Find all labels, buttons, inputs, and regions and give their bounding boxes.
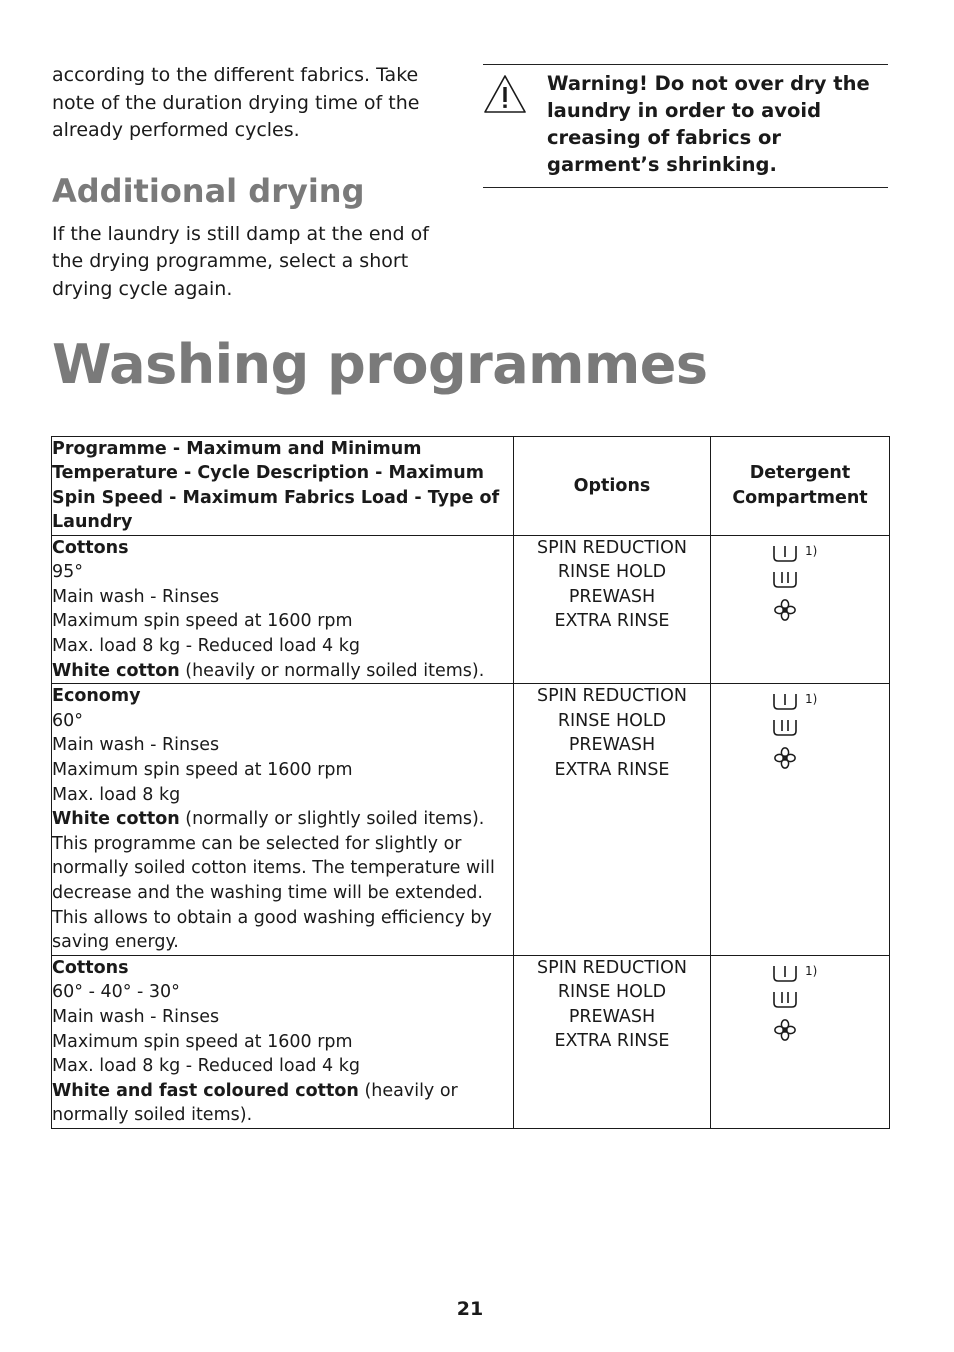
table-row xyxy=(52,684,890,956)
header-detergent-label: Detergent Compartment xyxy=(732,463,868,508)
table-row xyxy=(52,535,890,684)
programme-load: Max. load 8 kg - Reduced load 4 kg xyxy=(52,1056,360,1077)
prewash-compartment-icon xyxy=(774,546,796,561)
softener-compartment-icon xyxy=(775,1020,795,1040)
additional-drying-paragraph: If the laundry is still damp at the end of the drying programme, select a short drying cycle again. xyxy=(52,222,429,300)
option-item: PREWASH xyxy=(568,735,656,756)
page-number: 21 xyxy=(456,1298,484,1320)
header-options: Options xyxy=(514,437,711,536)
detergent-compartment xyxy=(711,955,890,1128)
programme-laundry-type xyxy=(52,659,513,684)
option-item: RINSE HOLD xyxy=(557,982,667,1003)
programme-load: Max. load 8 kg xyxy=(52,784,181,805)
softener-compartment-icon xyxy=(775,600,795,620)
programme-name: Cottons xyxy=(52,957,129,978)
footnote-marker: 1) xyxy=(805,963,818,978)
laundry-type-bold: White cotton xyxy=(52,809,180,830)
laundry-type-note: (heavily or normally soiled items). xyxy=(52,1080,458,1126)
programme-spin: Maximum spin speed at 1600 rpm xyxy=(52,1031,353,1052)
programme-laundry-type xyxy=(52,807,513,832)
table-row xyxy=(52,955,890,1128)
option-item: SPIN REDUCTION xyxy=(537,537,687,558)
programme-cycle: Main wash - Rinses xyxy=(52,586,220,607)
programme-name: Cottons xyxy=(52,537,129,558)
warning-triangle-icon xyxy=(483,73,527,115)
header-programme: Programme - Maximum and Minimum Temperature - Cycle Description - Maximum Spin Speed - Maximum Fabrics Load - Type of Laundry xyxy=(52,437,514,536)
programme-temperature: 60° - 40° - 30° xyxy=(52,982,180,1003)
table-header-row xyxy=(52,437,890,536)
option-item: EXTRA RINSE xyxy=(554,759,670,780)
programme-options xyxy=(514,684,711,956)
option-item: RINSE HOLD xyxy=(557,710,667,731)
warning-box xyxy=(483,64,888,188)
option-item: EXTRA RINSE xyxy=(554,1031,670,1052)
footnote-marker: 1) xyxy=(805,692,818,707)
programme-options xyxy=(514,535,711,684)
page-title: Washing programmes xyxy=(52,333,708,396)
option-item: RINSE HOLD xyxy=(557,562,667,583)
detergent-icons xyxy=(773,964,833,1044)
programme-description xyxy=(52,684,514,956)
warning-text: Warning! Do not over dry the laundry in order to avoid creasing of fabrics or garment’s shrinking. xyxy=(547,72,870,176)
softener-compartment-icon xyxy=(775,748,795,768)
detergent-compartment xyxy=(711,684,890,956)
option-item: EXTRA RINSE xyxy=(554,611,670,632)
laundry-type-note: (normally or slightly soiled items). xyxy=(179,809,485,830)
main-wash-compartment-icon xyxy=(774,720,796,735)
programme-spin: Maximum spin speed at 1600 rpm xyxy=(52,759,353,780)
laundry-type-bold: White cotton xyxy=(52,660,180,681)
intro-paragraph: according to the different fabrics. Take note of the duration drying time of the already performed cycles. xyxy=(52,64,420,141)
detergent-icons xyxy=(773,692,833,772)
option-item: SPIN REDUCTION xyxy=(537,686,687,707)
programme-options xyxy=(514,955,711,1128)
programme-temperature: 60° xyxy=(52,710,84,731)
programme-cycle: Main wash - Rinses xyxy=(52,735,220,756)
additional-drying-heading: Additional drying xyxy=(52,171,365,210)
laundry-type-bold: White and fast coloured cotton xyxy=(52,1080,359,1101)
detergent-compartment xyxy=(711,535,890,684)
laundry-type-note: (heavily or normally soiled items). xyxy=(179,660,485,681)
main-wash-compartment-icon xyxy=(774,572,796,587)
programmes-table xyxy=(51,436,890,1129)
programme-laundry-type xyxy=(52,1079,513,1128)
left-column xyxy=(52,62,462,303)
prewash-compartment-icon xyxy=(774,966,796,981)
header-detergent xyxy=(711,437,890,536)
programme-extra-info: This programme can be selected for slightly or normally soiled cotton items. The temperature will decrease and the washing time will be extended. This allows to obtain a good washing efficiency by saving energy. xyxy=(52,833,495,953)
option-item: PREWASH xyxy=(568,1006,656,1027)
main-wash-compartment-icon xyxy=(774,992,796,1007)
programme-description xyxy=(52,535,514,684)
programme-name: Economy xyxy=(52,686,141,707)
footnote-marker: 1) xyxy=(805,543,818,558)
programme-description xyxy=(52,955,514,1128)
option-item: PREWASH xyxy=(568,586,656,607)
programme-spin: Maximum spin speed at 1600 rpm xyxy=(52,611,353,632)
programme-temperature: 95° xyxy=(52,562,84,583)
detergent-icons xyxy=(773,544,833,624)
programme-load: Max. load 8 kg - Reduced load 4 kg xyxy=(52,636,360,656)
prewash-compartment-icon xyxy=(774,694,796,709)
programme-cycle: Main wash - Rinses xyxy=(52,1006,220,1027)
option-item: SPIN REDUCTION xyxy=(537,957,687,978)
